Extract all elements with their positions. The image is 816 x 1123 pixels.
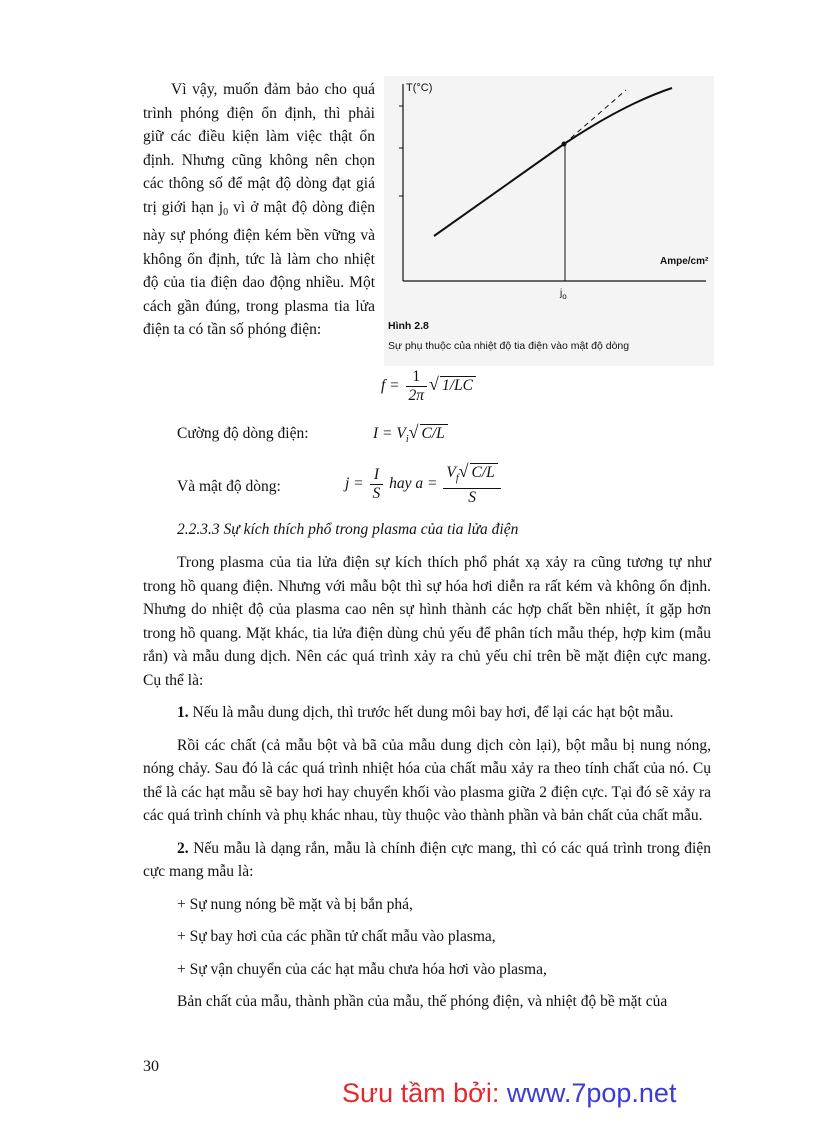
body-paragraph: Trong plasma của tia lửa điện sự kích thích phổ phát xạ xảy ra cũng tương tự như trong hồ quang điện. Nhưng với mẫu bột thì sự hóa hơi diễn ra rất kém và không ổn định. Nhưng do nhiệt độ của plasma cao nên sự hình thành các hợp chất bền nhiệt, ít gặp hơn trong hồ quang. Mặt khác, tia lửa điện dùng chủ yếu để phân tích mẫu thép, hợp kim (mẫu rắn) và mẫu dung dịch. Nên các quá trình xảy ra chủ yếu chỉ trên bề mặt điện cực mang. Cụ thể là: [143,554,711,689]
frequency-formula [381,368,476,405]
figure-caption: Sự phụ thuộc của nhiệt độ tia điện vào mật độ dòng [388,340,630,352]
f-numerator: 1 [406,368,428,387]
y-axis-label: T(°C) [406,82,433,94]
bullet-item: + Sự vận chuyển của các hạt mẫu chưa hóa hơi vào plasma, [177,960,547,978]
a-numerator [443,462,500,489]
item-1-number: 1. [177,704,189,721]
main-body [143,551,711,1014]
density-label: Và mật độ dòng: [177,478,281,495]
bullet-item: + Sự nung nóng bề mặt và bị bắn phá, [177,895,413,913]
density-formula [345,462,503,507]
j-lhs: j = [345,475,364,493]
j0-label [560,288,567,301]
item-2-number: 2. [177,839,189,857]
figure-background [384,76,714,366]
section-title: 2.2.3.3 Sự kích thích phổ trong plasma của tia lửa điện [177,521,519,538]
a-numerator-v: V [446,464,456,481]
f-lhs: f = [381,377,400,395]
i-subscript: i [405,434,409,446]
list-item-1 [143,701,711,725]
item-2-text: Nếu mẫu là dạng rắn, mẫu là chính điện cực mang, thì có các quá trình trong điện cực mang mẫu là: [143,839,711,880]
a-numerator-subscript: f [455,473,459,485]
sqrt-icon: √ [429,374,439,395]
current-label: Cường độ dòng điện: [177,425,309,442]
x-axis-label: Ampe/cm² [660,256,709,267]
a-fraction [443,462,500,507]
figure-title: Hình 2.8 [388,320,429,332]
credit-prefix: Sưu tầm bởi: [342,1078,507,1108]
intro-subscript: 0 [223,206,229,218]
source-credit [342,1078,676,1109]
f-fraction [406,368,428,405]
a-lhs: a = [415,475,438,493]
figure-2-8 [384,76,714,366]
intro-text: Vì vậy, muốn đảm bảo cho quá trình phóng điện ổn định, thì phải giữ các điều kiện làm việc thật ổn định. Nhưng cũng không nên chọn các thông số để mật độ dòng đạt giá trị giới hạn j [143,81,375,216]
page-number: 30 [143,1058,159,1075]
item-1-text: Nếu là mẫu dung dịch, thì trước hết dung môi bay hơi, để lại các hạt bột mẫu. [188,704,674,721]
a-root: C/L [470,463,498,482]
j-denominator: S [372,485,381,503]
hay-word: hay [389,475,412,493]
body-paragraph: Rồi các chất (cả mẫu bột và bã của mẫu dung dịch còn lại), bột mẫu bị nung nóng, nóng chảy. Sau đó là các quá trình nhiệt hóa của chất mẫu xảy ra theo tính chất của nó. Cụ thể là các hạt mẫu sẽ bay hơi hay chuyển khối vào plasma giữa 2 điện cực. Tại đó sẽ xảy ra các quá trình chính và phụ khác nhau, tùy thuộc vào thành phần và bản chất của chất mẫu. [143,736,711,824]
j-numerator: I [370,466,384,485]
i-lhs: I = V [373,425,406,442]
list-item-2 [143,837,711,884]
f-denominator: 2π [408,387,425,404]
a-denominator: S [468,489,476,507]
bullet-item: + Sự bay hơi của các phần tử chất mẫu vào plasma, [177,928,496,945]
j0-subscript: o [562,292,567,301]
j0-letter: j [560,288,563,299]
j0-point [562,142,567,147]
current-formula [373,422,448,445]
sqrt-icon: √ [458,461,469,481]
sqrt-icon: √ [408,422,419,442]
f-root: 1/LC [440,376,476,395]
intro-text-rest: vì ở mật độ dòng điện này sự phóng điện kém bền vững và không ổn định, tức là làm cho nhiệt độ của tia điện dao động nhiều. Một cách gần đúng, trong plasma tia lửa điện ta có tần số phóng điện: [143,198,375,338]
j-fraction [370,466,384,503]
credit-url-link[interactable]: www.7pop.net [506,1078,677,1108]
temperature-current-chart [384,76,714,366]
last-line: Bản chất của mẫu, thành phần của mẫu, thế phóng điện, và nhiệt độ bề mặt của [177,993,668,1010]
i-root: C/L [420,424,448,443]
intro-paragraph [143,78,375,342]
